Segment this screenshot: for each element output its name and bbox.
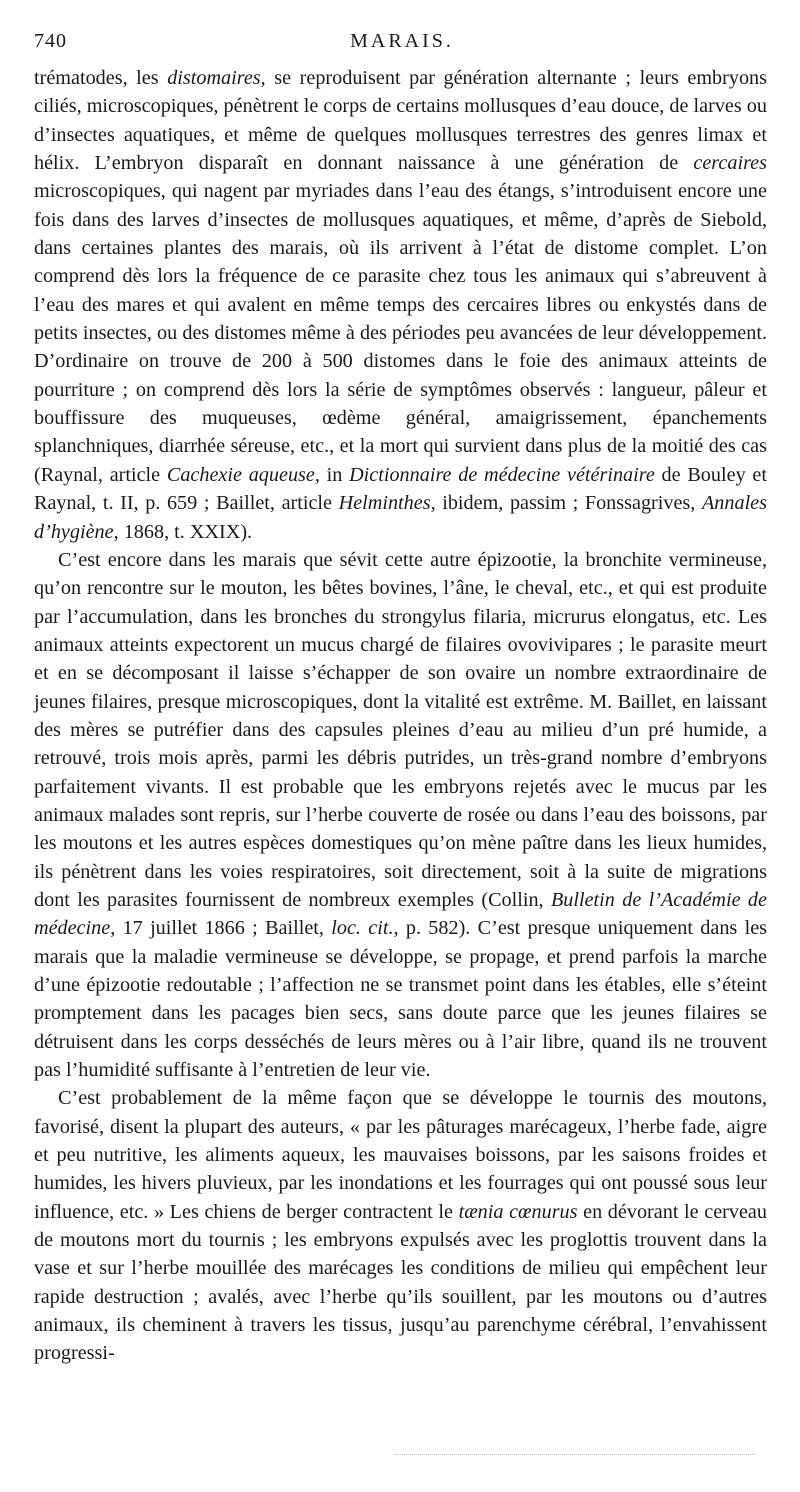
text-run: , in <box>314 463 350 486</box>
text-run: , 1868, t. XXIX). <box>113 520 253 543</box>
text-run: trématodes, les <box>34 67 168 89</box>
running-head: MARAIS. <box>350 30 454 52</box>
italic-text: Helminthes <box>338 492 431 515</box>
italic-text: Annales d’hygiène <box>34 492 767 543</box>
body-text <box>34 64 767 1368</box>
page-header <box>34 30 770 62</box>
italic-text: tænia cœnurus <box>458 1200 578 1223</box>
paragraph <box>34 1084 767 1367</box>
italic-text: loc. cit. <box>331 917 394 940</box>
text-run: en dévorant le cerveau de moutons mort du tournis ; les embryons expulsés avec les proglottis trouvent dans la vase et sur l’herbe mouillée des marécages les conditions de milieu qui empêchent leur rapide destruction ; avalés, avec l’herbe qu’ils souillent, par les moutons ou d’autres animaux, ils cheminent à travers les tissus, jusqu’au parenchyme cérébral, l’envahissent progressi- <box>34 1200 767 1365</box>
paragraph <box>34 546 767 1085</box>
text-run: de Bouley et Raynal, t. II, p. 659 ; Baillet, article <box>34 463 767 515</box>
italic-text: Bulletin de l’Académie de médecine <box>34 888 767 940</box>
text-run: C’est probablement de la même façon que se développe le tournis des moutons, favorisé, disent la plupart des auteurs, « par les pâturages marécageux, l’herbe fade, aigre et peu nutritive, les aliments aqueux, les mauvaises boissons, par les saisons froides et humides, les hivers pluvieux, par les inondations et les fourrages qui ont poussé sous leur influence, etc. » Les chiens de berger contractent le <box>34 1087 767 1223</box>
text-run: microscopiques, qui nagent par myriades dans l’eau des étangs, s’introduisent encore une fois dans des larves d’insectes de mollusques aquatiques, et même, d’après de Siebold, dans certaines plantes des marais, où ils arrivent à l’état de distome complet. L’on comprend dès lors la fréquence de ce parasite chez tous les animaux qui s’abreuvent à l’eau des mares et qui avalent en même temps des cercaires libres ou enkystés dans de petits insectes, ou des distomes même à des périodes peu avancées de leur développement. D’ordinaire on trouve de 200 à 500 distomes dans le foie des animaux atteints de pourriture ; on comprend dès lors la série de symptômes observés : langueur, pâleur et bouffissure des muqueuses, œdème général, amaigrissement, épanchements splanchniques, diarrhée séreuse, etc., et la mort qui survient dans plus de la moitié des cas (Raynal, article <box>34 180 767 486</box>
text-run: , se reproduisent par génération alternante ; leurs embryons ciliés, microscopiques, pénètrent le corps de certains mollusques d’eau douce, de larves ou d’insectes aquatiques, et même de quelques mollusques terrestres des genres limax et hélix. L’embryon disparaît en donnant naissance à une génération de <box>34 67 767 175</box>
paragraph <box>34 64 767 546</box>
italic-text: cercaires <box>693 152 767 175</box>
footer-dotted-rule <box>395 1454 755 1455</box>
text-run: C’est encore dans les marais que sévit cette autre épizootie, la bronchite vermineuse, qu’on rencontre sur le mouton, les bêtes bovines, l’âne, le cheval, etc., et qui est produite par l’accumulation, dans les bronches du strongylus filaria, micrurus elongatus, etc. Les animaux atteints expectorent un mucus chargé de filaires ovovivipares ; le parasite meurt et en se décomposant il laisse s’échapper de son ovaire un nombre extraordinaire de jeunes filaires, presque microscopiques, dont la vitalité est extrême. M. Baillet, en laissant des mères se putréfier dans des capsules pleines d’eau au milieu d’un pré humide, a retrouvé, trois mois après, parmi les débris putrides, un très-grand nombre d’embryons parfaitement vivants. Il est probable que les embryons rejetés avec le mucus par les animaux malades sont repris, sur l’herbe couverte de rosée ou dans l’eau des boissons, par les moutons et les autres espèces domestiques qu’on mène paître dans les lieux humides, ils pénètrent dans les voies respiratoires, soit directement, soit à la suite de migrations dont les parasites fournissent de nombreux exemples (Collin, <box>34 548 767 911</box>
italic-text: distomaires <box>167 67 261 89</box>
italic-text: Cachexie aqueuse <box>166 463 315 486</box>
page-number: 740 <box>34 30 67 52</box>
text-run: , p. 582). C’est presque uniquement dans les marais que la maladie vermineuse se développe, se propage, et prend parfois la marche d’une épizootie redoutable ; l’affection ne se transmet point dans les étables, elle s’éteint promptement dans les pacages bien secs, sans doute parce que les jeunes filaires se détruisent dans les corps desséchés de leurs mères ou à l’air libre, quand ils ne trouvent pas l’humidité suffisante à l’entretien de leur vie. <box>34 917 768 1082</box>
text-run: , ibidem, passim ; Fonssagrives, <box>430 492 702 515</box>
text-run: , 17 juillet 1866 ; Baillet, <box>110 917 332 940</box>
italic-text: Dictionnaire de médecine vétérinaire <box>349 463 655 486</box>
